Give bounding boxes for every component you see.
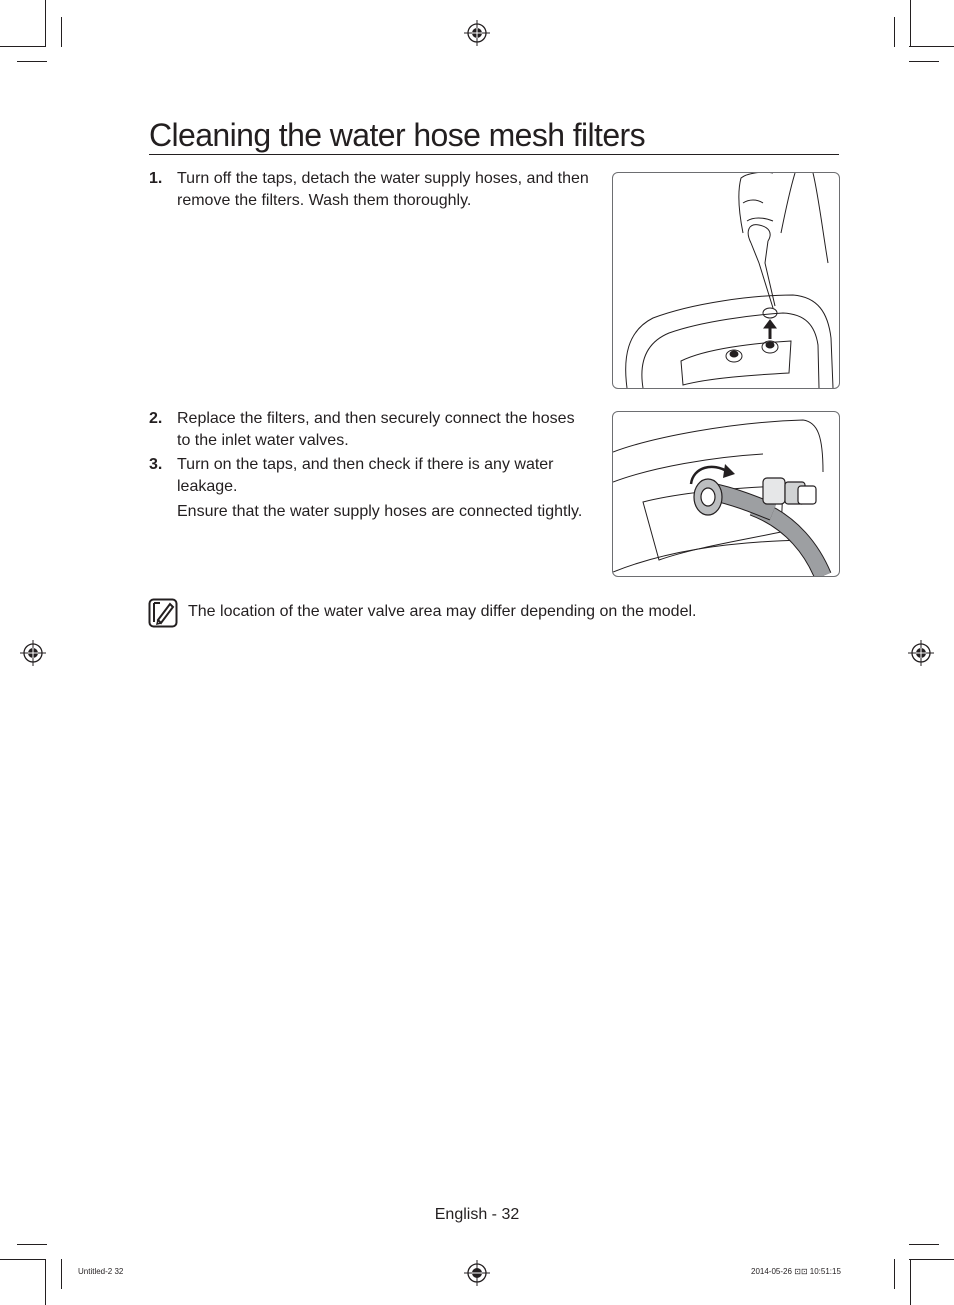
figure-connect-hoses: [612, 411, 840, 577]
step-text: Replace the filters, and then securely connect the hoses to the inlet water valves.: [177, 410, 575, 449]
step-number: 3.: [149, 456, 163, 473]
step-text: Turn on the taps, and then check if there is any water leakage.: [177, 456, 554, 495]
note-pencil-icon: [148, 598, 178, 628]
registration-mark-icon: [908, 640, 934, 666]
step-1: [149, 168, 589, 218]
page-title: Cleaning the water hose mesh filters: [149, 116, 839, 155]
step-2: [149, 408, 589, 454]
step-subtext: Ensure that the water supply hoses are connected tightly.: [177, 503, 583, 520]
step-number: 2.: [149, 410, 163, 427]
note-text: The location of the water valve area may differ depending on the model.: [188, 603, 697, 620]
slug-right: 2014-05-26 ⊡⊡ 10:51:15: [751, 1267, 841, 1276]
hose-connection-illustration: [613, 412, 839, 576]
registration-mark-icon: [464, 1260, 490, 1286]
step-3: [149, 454, 589, 534]
registration-mark-icon: [20, 640, 46, 666]
step-number: 1.: [149, 170, 163, 187]
figure-remove-filter: [612, 172, 840, 389]
slug-left: Untitled-2 32: [78, 1267, 124, 1276]
registration-mark-icon: [464, 20, 490, 46]
page-number: English - 32: [434, 1206, 520, 1223]
step-text: Turn off the taps, detach the water supply hoses, and then remove the filters. Wash them thoroughly.: [177, 170, 589, 209]
filter-removal-illustration: [613, 173, 839, 388]
